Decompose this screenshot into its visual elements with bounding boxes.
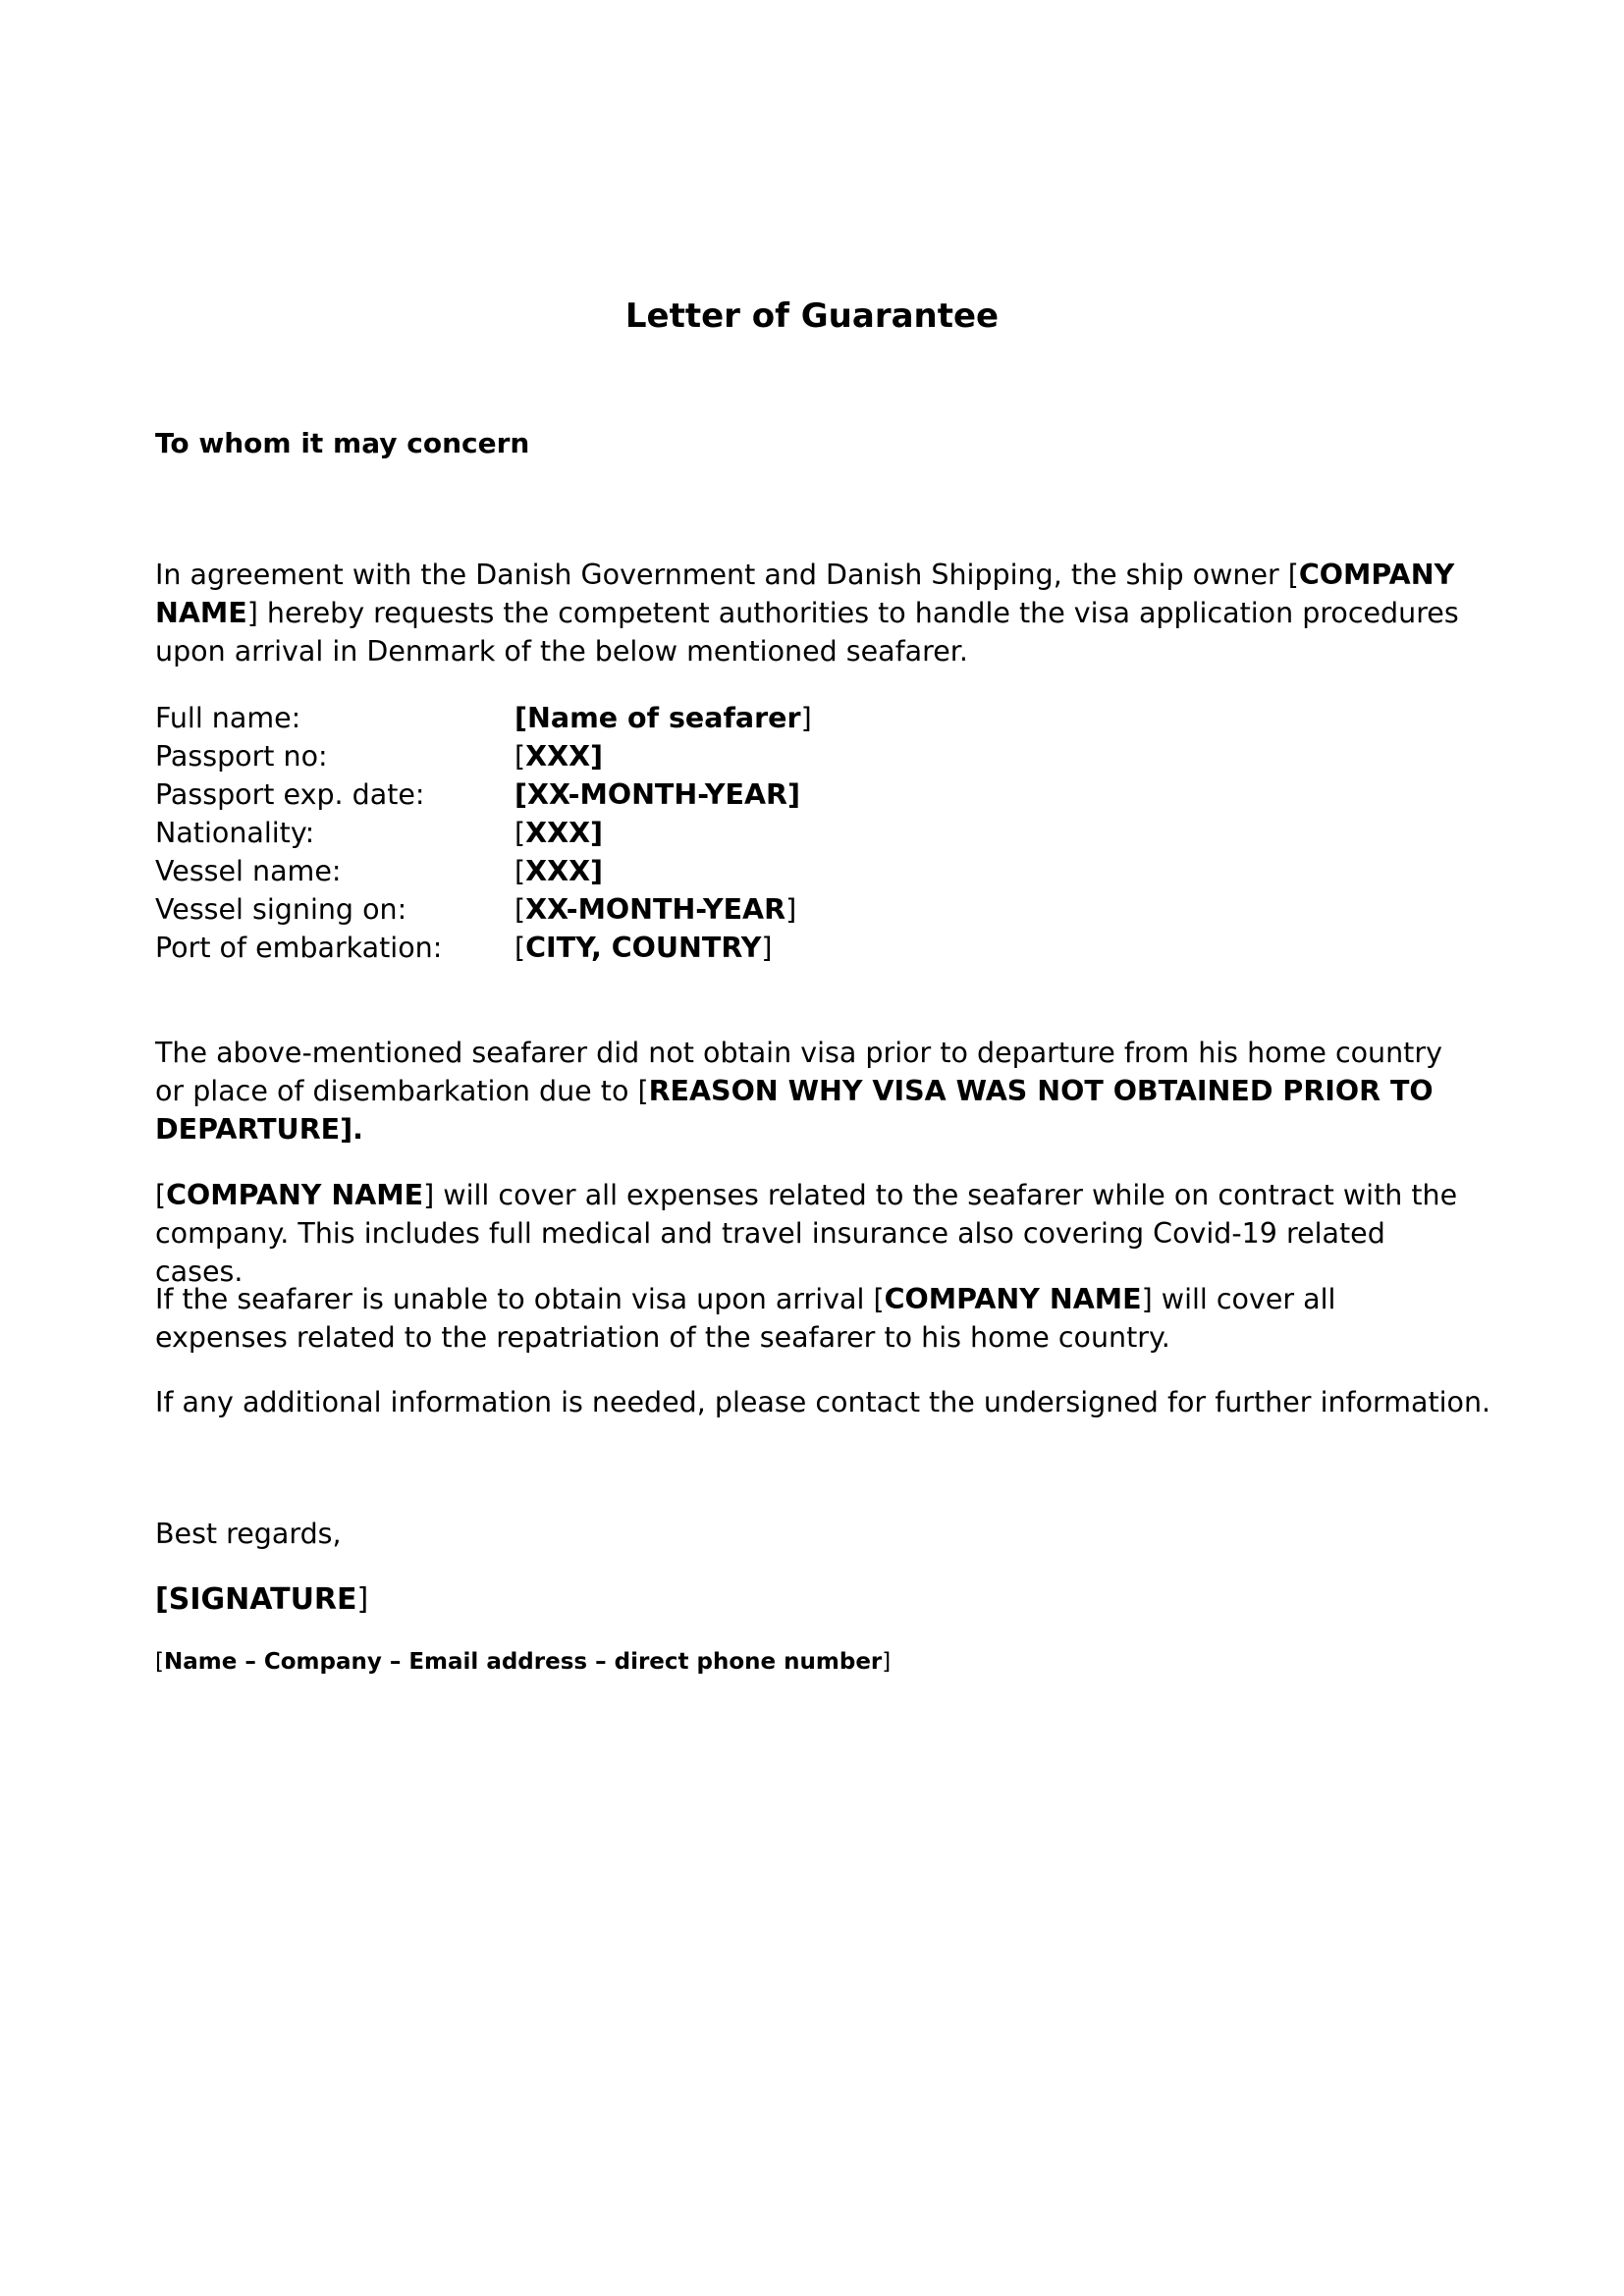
detail-value (514, 814, 603, 852)
detail-row-full-name (155, 699, 812, 737)
detail-label: Passport no: (155, 740, 328, 773)
contact-paragraph: If any additional information is needed, please contact the undersigned for further information. (155, 1386, 1491, 1418)
detail-placeholder: XXX] (525, 817, 604, 849)
expenses-text: ] will cover all expenses related to the seafarer while on contract with the company. This includes full medical and travel insurance also covering Covid-19 related cases. (155, 1179, 1458, 1288)
signatory-details (155, 1647, 891, 1677)
signatory-placeholder: Name – Company – Email address – direct phone number (163, 1649, 883, 1675)
detail-value (514, 775, 800, 814)
detail-open: [ (514, 932, 526, 964)
detail-open: [ (514, 893, 526, 926)
detail-placeholder: XX-MONTH-YEAR (525, 893, 786, 926)
expenses-open: [ (155, 1179, 167, 1211)
page-title: Letter of Guarantee (624, 296, 1000, 336)
detail-value (514, 890, 796, 929)
detail-row-vessel-signing-on (155, 890, 812, 929)
expenses-company-placeholder: COMPANY NAME (166, 1179, 424, 1211)
detail-close: ] (800, 702, 812, 734)
detail-value (514, 929, 772, 967)
detail-row-nationality (155, 814, 812, 852)
detail-label: Passport exp. date: (155, 778, 425, 811)
signatory-close: ] (882, 1649, 892, 1675)
detail-label: Full name: (155, 702, 301, 734)
detail-placeholder: XXX] (525, 740, 604, 773)
detail-row-vessel-name (155, 852, 812, 890)
signatory-open: [ (155, 1649, 164, 1675)
closing: Best regards, (155, 1518, 342, 1550)
detail-value (514, 737, 603, 775)
detail-value (514, 699, 812, 737)
detail-placeholder: XXX] (525, 855, 604, 887)
detail-row-port-of-embarkation (155, 929, 812, 967)
seafarer-details (155, 699, 812, 967)
signature-close: ] (356, 1582, 369, 1617)
detail-placeholder: [Name of seafarer (514, 702, 801, 734)
intro-text-before: In agreement with the Danish Government and Danish Shipping, the ship owner [ (155, 559, 1299, 591)
detail-close: ] (785, 893, 797, 926)
reason-placeholder: REASON WHY VISA WAS NOT OBTAINED PRIOR TO DEPARTURE]. (155, 1075, 1434, 1146)
repatriation-text-before: If the seafarer is unable to obtain visa upon arrival [ (155, 1283, 885, 1315)
detail-placeholder: CITY, COUNTRY (525, 932, 762, 964)
signature-label: [SIGNATURE (155, 1582, 357, 1617)
intro-company-placeholder: COMPANY NAME (155, 559, 1455, 629)
reason-text: The above-mentioned seafarer did not obtain visa prior to departure from his home country or place of disembarkation due to [ (155, 1037, 1442, 1107)
detail-row-passport-no (155, 737, 812, 775)
repatriation-company-placeholder: COMPANY NAME (884, 1283, 1142, 1315)
detail-label: Nationality: (155, 817, 315, 849)
detail-close: ] (761, 932, 773, 964)
signature-placeholder (155, 1580, 368, 1619)
detail-open: [ (514, 740, 526, 773)
detail-label: Vessel signing on: (155, 893, 407, 926)
reason-paragraph (155, 1034, 1476, 1148)
detail-value (514, 852, 603, 890)
repatriation-paragraph (155, 1280, 1476, 1357)
intro-text-after: ] hereby requests the competent authorities to handle the visa application procedures upon arrival in Denmark of the below mentioned seafarer. (155, 597, 1459, 667)
expenses-paragraph (155, 1176, 1476, 1291)
salutation: To whom it may concern (155, 427, 530, 459)
intro-paragraph (155, 556, 1476, 670)
detail-label: Vessel name: (155, 855, 342, 887)
detail-open: [ (514, 855, 526, 887)
detail-label: Port of embarkation: (155, 932, 443, 964)
detail-open: [ (514, 817, 526, 849)
detail-row-passport-exp-date (155, 775, 812, 814)
detail-placeholder: [XX-MONTH-YEAR] (514, 778, 800, 811)
repatriation-text-after: ] will cover all expenses related to the repatriation of the seafarer to his home country. (155, 1283, 1336, 1354)
